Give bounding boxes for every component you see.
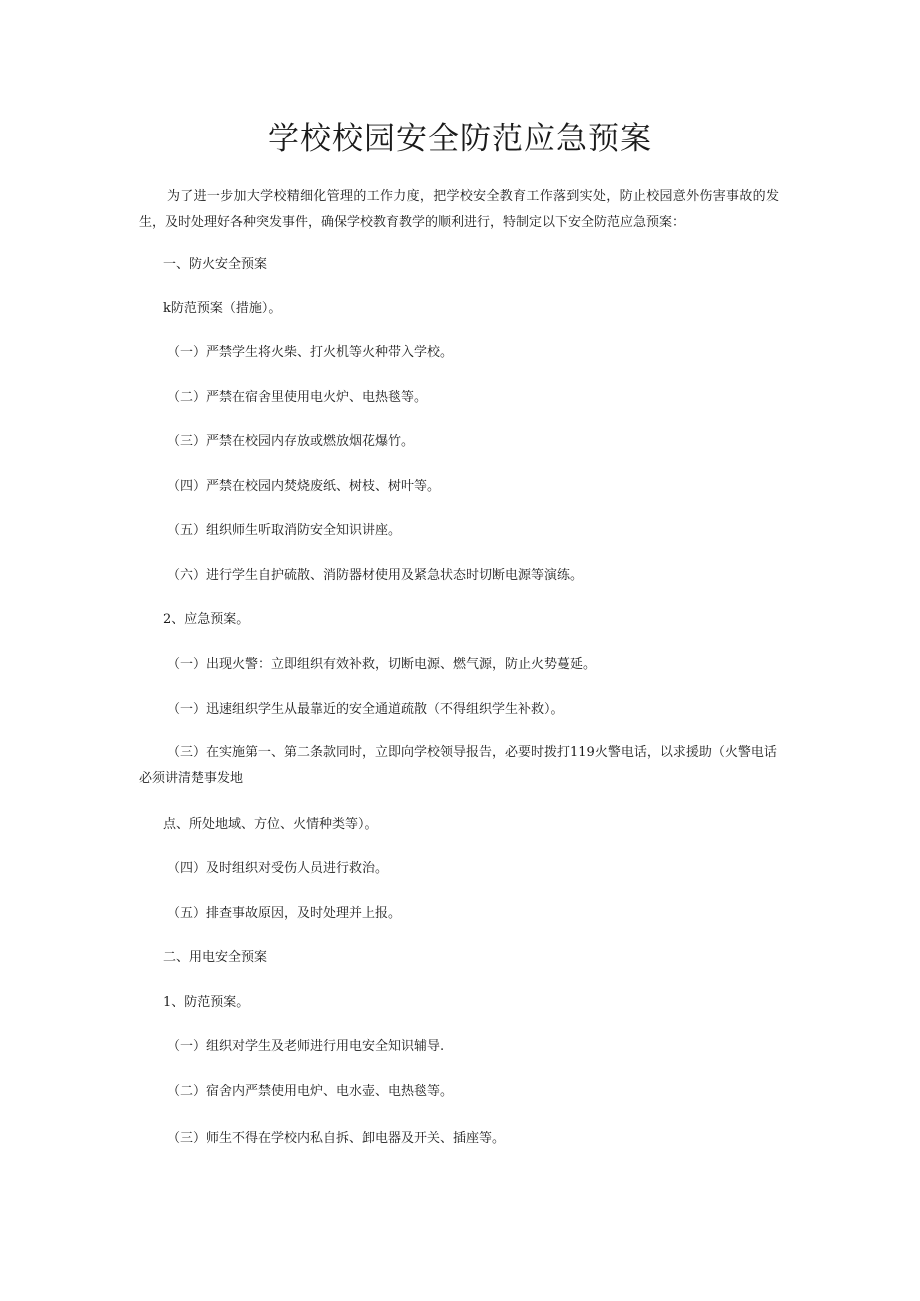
list-item-continuation: 点、所处地域、方位、火情种类等）。 <box>163 817 378 832</box>
list-item: （六）进行学生自护硫散、消防器材使用及紧急状态时切断电源等演练。 <box>167 568 584 583</box>
list-item: （四）及时组织对受伤人员进行救治。 <box>167 861 389 876</box>
list-item: （一）出现火警：立即组织有效补救，切断电源、燃气源，防止火势蔓延。 <box>167 657 597 672</box>
list-item: （五）组织师生听取消防安全知识讲座。 <box>167 523 402 538</box>
list-item: （一）组织对学生及老师进行用电安全知识辅导. <box>167 1039 445 1054</box>
section-heading-electric: 二、用电安全预案 <box>163 950 268 965</box>
subheading-emergency: 2、应急预案。 <box>163 612 250 627</box>
list-item: （三）师生不得在学校内私自拆、卸电器及开关、插座等。 <box>167 1131 506 1146</box>
intro-paragraph: 为了进一步加大学校精细化管理的工作力度，把学校安全教育工作落到实处，防止校园意外伤害事故的发生，及时处理好各种突发事件，确保学校教育教学的顺利进行，特制定以下安全防范应急预案： <box>139 189 779 230</box>
list-item: （三）严禁在校园内存放或燃放烟花爆竹。 <box>167 434 415 449</box>
list-item: （四）严禁在校园内焚烧废纸、树枝、树叶等。 <box>167 479 441 494</box>
list-item-wrapped: （三）在实施第一、第二条款同时，立即向学校领导报告，必要时拨打119火警电话，以求援助（火警电话必须讲清楚事发地 <box>139 745 777 786</box>
list-item: （一）迅速组织学生从最靠近的安全通道疏散（不得组织学生补救）。 <box>167 702 564 717</box>
list-item: （五）排查事故原因，及时处理并上报。 <box>167 906 402 921</box>
list-item: （二）严禁在宿舍里使用电火炉、电热毯等。 <box>167 390 428 405</box>
subheading-prevention: 1、防范预案。 <box>163 995 250 1010</box>
list-item: （一）严禁学生将火柴、打火机等火种带入学校。 <box>167 345 454 360</box>
document-title: 学校校园安全防范应急预案 <box>268 121 652 157</box>
section-heading-fire: 一、防火安全预案 <box>163 257 268 272</box>
subheading-prevention: k防范预案（措施）。 <box>163 301 282 316</box>
list-item: （二）宿舍内严禁使用电炉、电水壶、电热毯等。 <box>167 1084 454 1099</box>
